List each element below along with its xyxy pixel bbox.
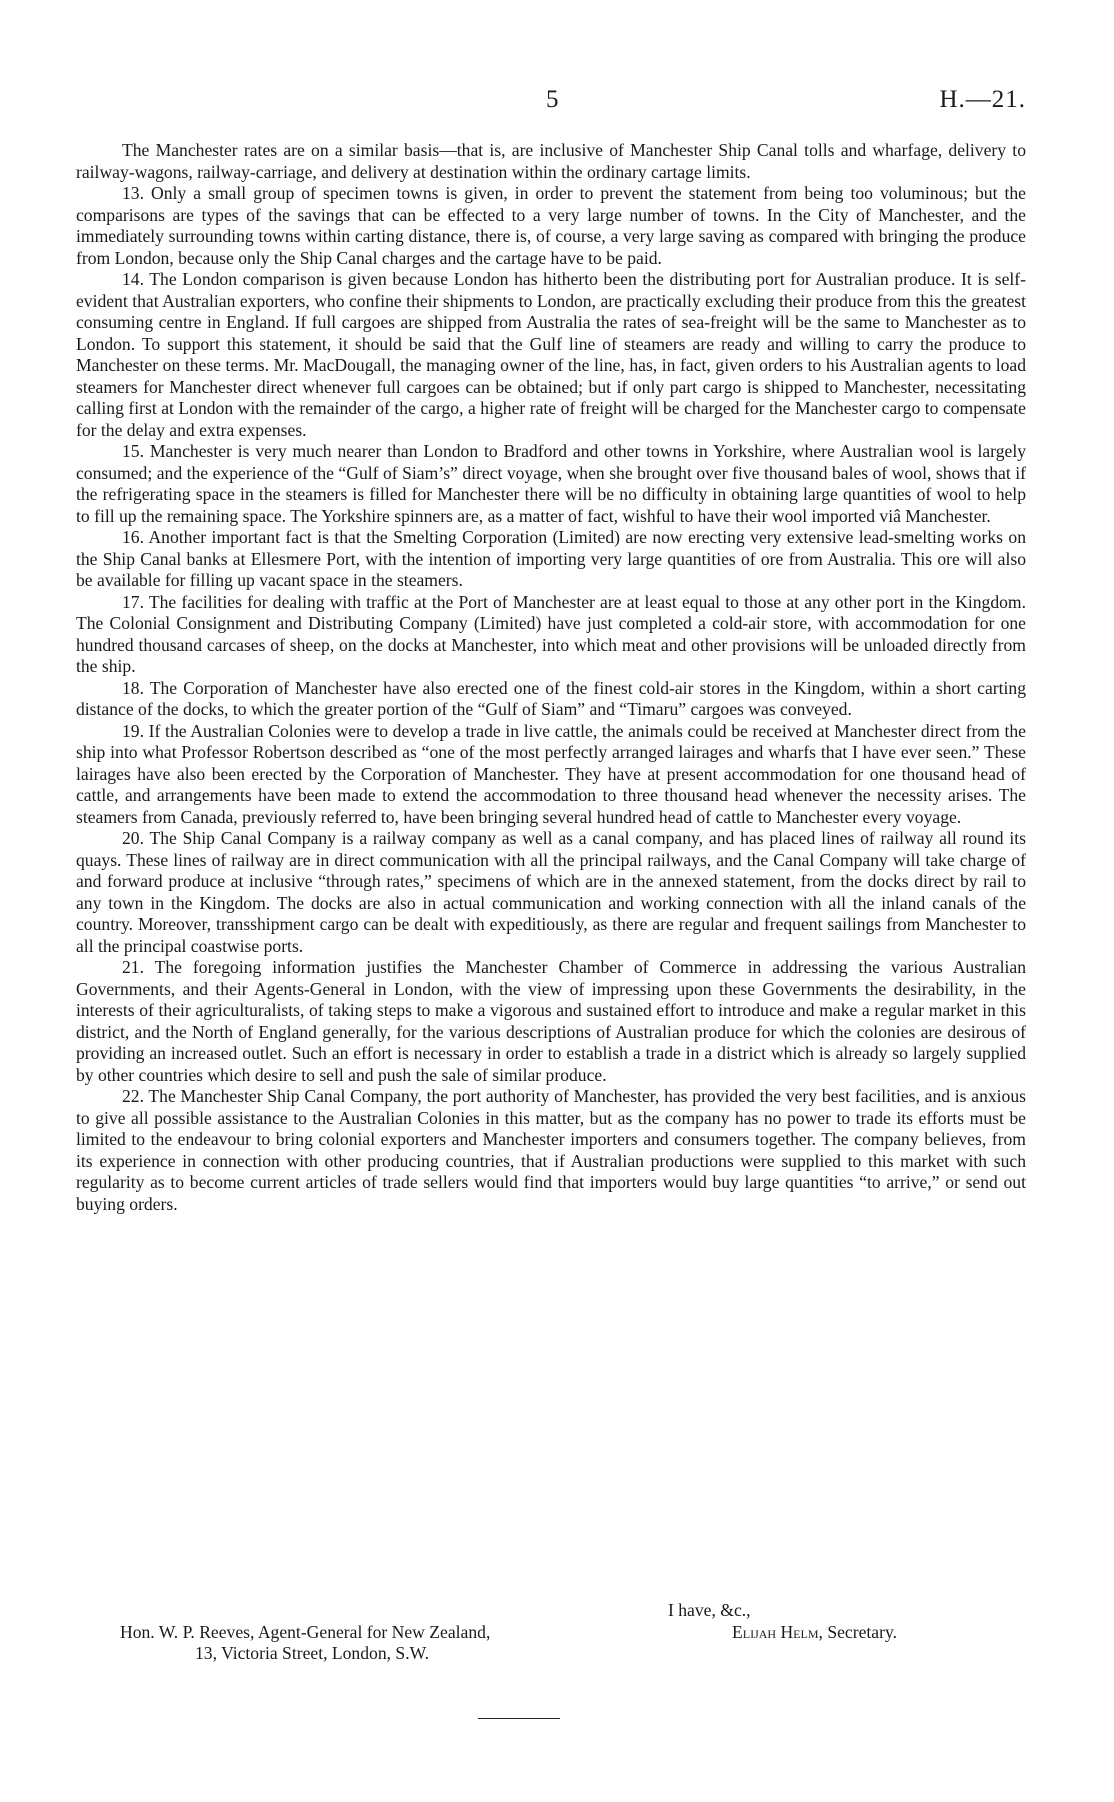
closing-phrase: I have, &c.,	[668, 1600, 751, 1620]
paragraph-18: 18. The Corporation of Manchester have also erected one of the finest cold-air stores in the Kingdom, within a short carting distance of the docks, to which the greater portion of the “Gulf of Siam” and “Timaru” cargoes was conveyed.	[76, 677, 1026, 719]
paragraph-intro: The Manchester rates are on a similar basis—that is, are inclusive of Manchester Ship Canal tolls and wharfage, delivery to railway-wagons, railway-carriage, and delivery at destination within the ordinary cartage limits.	[76, 140, 1026, 182]
signatory-title: Secretary.	[827, 1622, 898, 1642]
paragraph-15: 15. Manchester is very much nearer than London to Bradford and other towns in Yorkshire, where Australian wool is largely consumed; and the experience of the “Gulf of Siam’s” direct voyage, when she brought over five thousand bales of wool, shows that if the refrigerating space in the steamers is filled for Manchester there will be no difficulty in obtaining large quantities of wool to help to fill up the remaining space. The Yorkshire spinners are, as a matter of fact, wishful to have their wool imported viâ Manchester.	[76, 441, 1026, 526]
addressee-block	[120, 1622, 490, 1664]
document-reference: H.—21.	[939, 86, 1026, 113]
paragraph-17: 17. The facilities for dealing with traffic at the Port of Manchester are at least equal to those at any other port in the Kingdom. The Colonial Consignment and Distributing Company (Limited) have just completed a cold-air store, with accommodation for one hundred thousand carcases of sheep, on the docks at Manchester, into which meat and other provisions will be unloaded directly from the ship.	[76, 591, 1026, 676]
closing-rule	[478, 1718, 560, 1719]
paragraph-22: 22. The Manchester Ship Canal Company, the port authority of Manchester, has provided the very best facilities, and is anxious to give all possible assistance to the Australian Colonies in this matter, but as the company has no power to trade its efforts must be limited to the endeavour to bring colonial exporters and Manchester importers and consumers together. The company believes, from its experience in connection with other producing countries, that if Australian productions were supplied to this market with such regularity as to become current articles of trade sellers would find that importers would buy large quantities “to arrive,” or send out buying orders.	[76, 1086, 1026, 1214]
addressee-name: Hon. W. P. Reeves, Agent-General for New Zealand,	[120, 1622, 491, 1642]
addressee-address: 13, Victoria Street, London, S.W.	[195, 1643, 429, 1663]
page-header	[0, 86, 1114, 116]
body-text	[76, 140, 1026, 1215]
paragraph-19: 19. If the Australian Colonies were to develop a trade in live cattle, the animals could be received at Manchester direct from the ship into what Professor Robertson described as “one of the most perfectly arranged lairages and wharfs that I have ever seen.” These lairages have also been erected by the Corporation of Manchester. They have at present accommodation for one thousand head of cattle, and arrangements have been made to extend the accommodation to three thousand head whenever the necessity arises. The steamers from Canada, previously referred to, have been bringing several hundred head of cattle to Manchester every voyage.	[76, 720, 1026, 827]
paragraph-13: 13. Only a small group of specimen towns is given, in order to prevent the statement from being too voluminous; but the comparisons are types of the savings that can be effected to a very large number of towns. In the City of Manchester, and the immediately surrounding towns within carting distance, there is, of course, a very large saving as compared with bringing the produce from London, because only the Ship Canal charges and the cartage have to be paid.	[76, 183, 1026, 268]
paragraph-16: 16. Another important fact is that the Smelting Corporation (Limited) are now erecting very extensive lead-smelting works on the Ship Canal banks at Ellesmere Port, with the intention of importing very large quantities of ore from Australia. This ore will also be available for filling up vacant space in the steamers.	[76, 527, 1026, 590]
signature-block	[732, 1622, 897, 1643]
paragraph-21: 21. The foregoing information justifies the Manchester Chamber of Commerce in addressing the various Australian Governments, and their Agents-General in London, with the view of impressing upon these Governments the desirability, in the interests of their agriculturalists, of taking steps to make a vigorous and sustained effort to introduce and make a regular market in this district, and the North of England generally, for the various descriptions of Australian produce for which the colonies are desirous of providing an increased outlet. Such an effort is necessary in order to establish a trade in a district which is already so largely supplied by other countries which desire to sell and push the sale of similar produce.	[76, 957, 1026, 1085]
paragraph-14: 14. The London comparison is given because London has hitherto been the distributing port for Australian produce. It is self-evident that Australian exporters, who confine their shipments to London, are practically excluding their produce from this the greatest consuming centre in England. If full cargoes are shipped from Australia the rates of sea-freight will be the same to Manchester as to London. To support this statement, it should be said that the Gulf line of steamers are ready and willing to carry the produce to Manchester on these terms. Mr. MacDougall, the managing owner of the line, has, in fact, given orders to his Australian agents to load steamers for Manchester direct whenever full cargoes can be obtained; but if only part cargo is shipped to Manchester, necessitating calling first at London with the remainder of the cargo, a higher rate of freight will be charged for the Manchester cargo to compensate for the delay and extra expenses.	[76, 269, 1026, 440]
paragraph-20: 20. The Ship Canal Company is a railway company as well as a canal company, and has placed lines of railway all round its quays. These lines of railway are in direct communication with all the principal railways, and the Canal Company will take charge of and forward produce at inclusive “through rates,” specimens of which are in the annexed statement, from the docks direct by rail to any town in the Kingdom. The docks are also in actual communication and working connection with all the inland canals of the country. Moreover, transshipment cargo can be dealt with expeditiously, as there are regular and frequent sailings from Manchester to all the principal coastwise ports.	[76, 828, 1026, 956]
signatory-name: Elijah Helm,	[732, 1622, 823, 1642]
page-number: 5	[546, 86, 559, 113]
